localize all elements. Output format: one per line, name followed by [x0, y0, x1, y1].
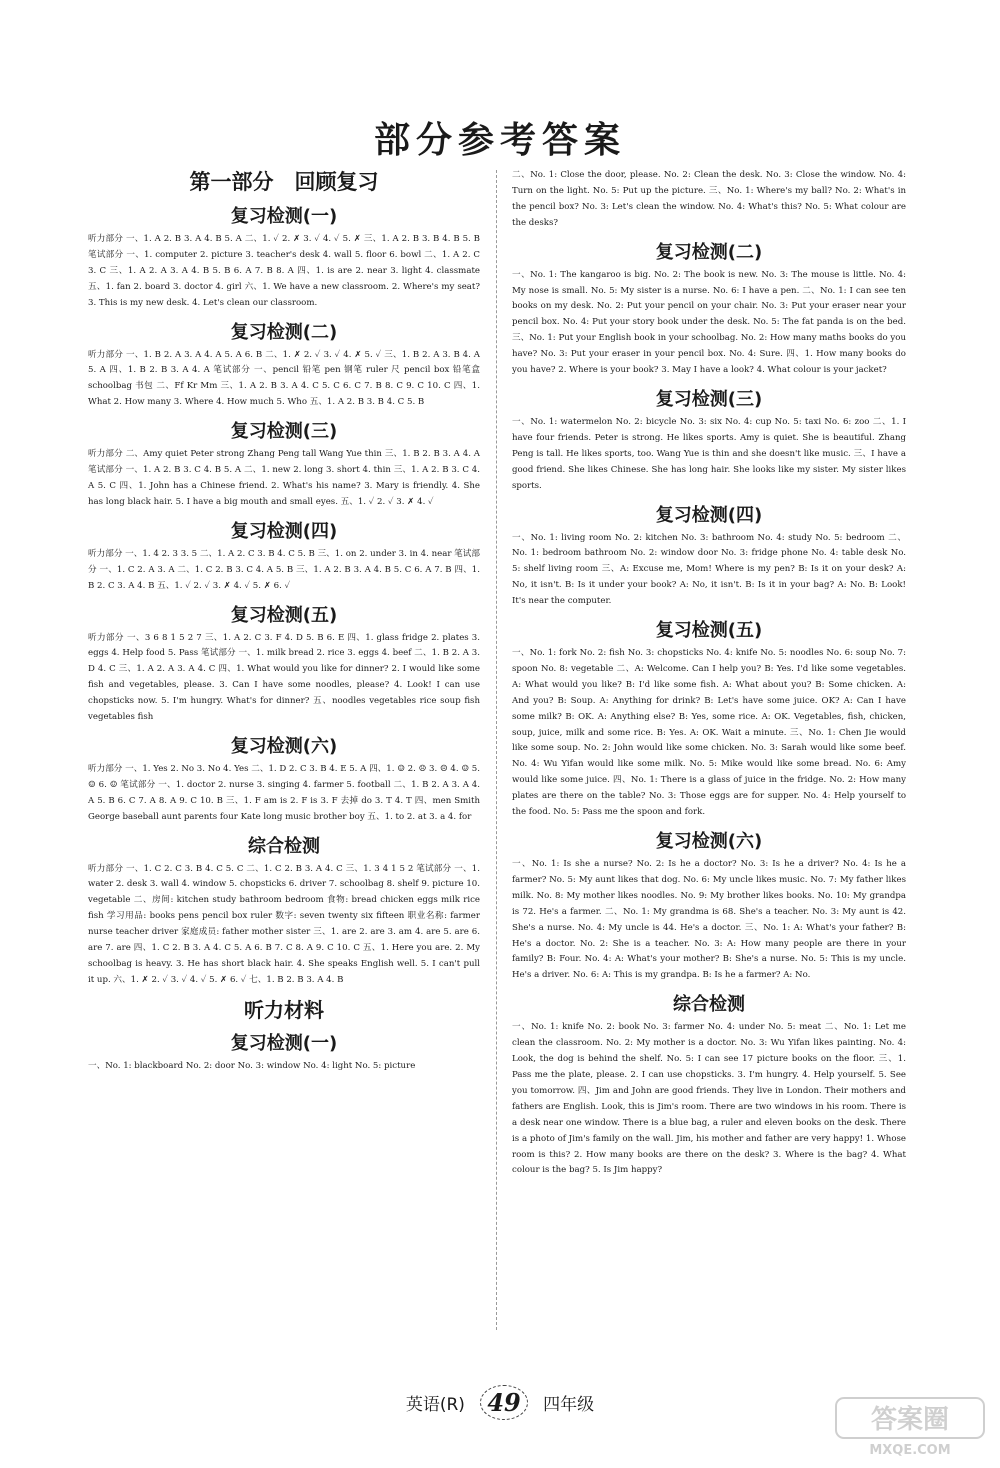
footer-subject: 英语(R): [405, 1395, 465, 1415]
answer-block: 一、No. 1: blackboard No. 2: door No. 3: window No. 4: light No. 5: picture: [88, 1060, 416, 1071]
watermark-logo: [834, 1396, 986, 1458]
answer-block: 一、No. 1: Is she a nurse? No. 2: Is he a doctor? No. 3: Is he a driver? No. 4: Is he a farmer? No. 5: My aunt likes that dog. No. 6: My uncle likes music. No. 7: My father likes milk. No. 8: My mother likes noodles. No. 9: My brother likes books. No. 10: My grandpa is 72. He's a farmer. 二、No. 1: My grandma is 68. She's a teacher. No. 3: My aunt is 42. She's a nurse. No. 4: My uncle is 44. He's a doctor. 三、No. 1: A: What's your father? B: He's a doctor. No. 2: She is a teacher. No. 3: A: How many people are there in your family? B: Four. No. 4: A: What's your mother? B: She's a nurse. No. 5: This is my uncle. He's a driver. No. 6: A: This is my grandpa. B: Is he a farmer? A: No.: [512, 859, 906, 981]
section-heading: 复习检测(四): [655, 504, 763, 526]
section-heading: 复习检测(四): [230, 520, 338, 542]
answer-block: 一、No. 1: knife No. 2: book No. 3: farmer No. 4: under No. 5: meat 二、No. 1: Let me clean the classroom. No. 2: My mother is a doctor. No. 3: Wu Yifan likes painting. No. 4: Look, the dog is behind the shelf. No. 5: I can see 17 picture books on the floor. 三、1. Pass me the plate, please. 2. I can use chopsticks. 3. I'm hungry. 4. Help yourself. 5. See you tomorrow. 四、Jim and John are good friends. They live in London. Their mothers and fathers are English. Look, this is Jim's room. There are two windows in his room. There is a desk near one window. There is a blue bag, a ruler and eleven books on the desk. There is a photo of Jim's family on the wall. Jim, his mother and father are very happy! 1. Whose room is this? 2. How many books are there on the desk? 3. Where is the bag? 4. What colour is the bag? 5. Is Jim happy?: [512, 1022, 906, 1176]
answer-block: 听力部分 一、1. C 2. C 3. B 4. C 5. C 二、1. C 2. B 3. A 4. C 三、1. 3 4 1 5 2 笔试部分 一、1. water 2. desk 3. wall 4. window 5. chopsticks 6. driver 7. schoolbag 8. shelf 9. picture 10. vegetable 二、房间: kitchen study bathroom bedroom 食物: bread chicken eggs milk rice fish 学习用品: books pens pencil box ruler 数字: seven twenty six fifteen 职业名称: farmer nurse teacher driver 家庭成员: father mother sister 三、1. are 2. are 3. am 4. are 5. are 6. are 7. are 四、1. C 2. B 3. A 4. C 5. A 6. B 7. C 8. A 9. C 10. C 五、1. Here you are. 2. My schoolbag is heavy. 3. He has short black hair. 4. She speaks English well. 5. I can't pull it up. 六、1. ✗ 2. ✓ 3. ✓ 4. ✓ 5. ✗ 6. ✓ 七、1. B 2. B 3. A 4. B: [88, 863, 480, 985]
answer-block: 一、No. 1: living room No. 2: kitchen No. 3: bathroom No. 4: study No. 5: bedroom 二、No. 1: bedroom bathroom No. 2: window door No. 3: fridge phone No. 4: table desk No. 5: shelf living room 三、A: Excuse me, Mom! Where is my pen? B: Is it on your desk? A: No, it isn't. B: Is it under your book? A: No, it isn't. B: Is it in your bag? A: No. B: Look! It's near the computer.: [512, 532, 906, 607]
section-heading: 复习检测(六): [655, 831, 763, 852]
section-heading: 复习检测(三): [230, 421, 338, 443]
column-divider: [496, 170, 497, 1330]
section-heading: 复习检测(六): [230, 735, 338, 757]
listening-heading: 听力材料: [244, 997, 324, 1022]
left-column: [88, 168, 480, 1075]
footer-grade: 四年级: [543, 1395, 595, 1415]
answer-block: 听力部分 一、1. 4 2. 3 3. 5 二、1. A 2. C 3. B 4. C 5. B 三、1. on 2. under 3. in 4. near 笔试部分 一、1. C 2. A 3. A 二、1. C 2. B 3. C 4. A 5. B 三、1. A 2. B 3. A 4. B 5. C 6. A 7. B 四、1. B 2. C 3. A 4. B 五、1. ✓ 2. ✓ 3. ✗ 4. ✓ 5. ✗ 6. ✓: [88, 548, 480, 591]
answer-block: 听力部分 二、Amy quiet Peter strong Zhang Peng tall Wang Yue thin 三、1. B 2. B 3. A 4. A 笔试部分 一、1. A 2. B 3. C 4. B 5. A 二、1. new 2. long 3. short 4. thin 三、1. A 2. B 3. C 4. A 5. C 四、1. John has a Chinese friend. 2. What's his name? 3. Mary is friendly. 4. She has long black hair. 5. I have a big mouth and small eyes. 五、1. ✓ 2. ✓ 3. ✗ 4. ✓: [88, 449, 480, 507]
page-number: 49: [480, 1385, 527, 1420]
section-heading: 综合检测: [673, 994, 745, 1016]
section-heading: 复习检测(一): [230, 206, 338, 227]
right-column: [512, 168, 906, 1179]
page-title: 部分参考答案: [373, 120, 626, 161]
answer-block: 一、No. 1: The kangaroo is big. No. 2: The book is new. No. 3: The mouse is little. No. 4: My nose is small. No. 5: My sister is a nurse. No. 6: I have a pen. 二、No. 1: I can see ten books on my desk. No. 2: Put your pencil on your chair. No. 3: Put your eraser near your pencil box. No. 4: Put your story book under the desk. No. 5: The fat panda is on the bed. 三、No. 1: Put your English book in your schoolbag. No. 2: How many maths books do you have? No. 3: Put your eraser in your pencil box. No. 4: Sure. 四、1. How many books do you have? 2. Where is your book? 3. May I have a look? 4. What colour is your jacket?: [512, 269, 906, 376]
answer-block: 听力部分 一、3 6 8 1 5 2 7 三、1. A 2. C 3. F 4. D 5. B 6. E 四、1. glass fridge 2. plates 3. eggs 4. Help food 5. Pass 笔试部分 一、1. milk bread 2. rice 3. eggs 4. beef 二、1. B 2. A 3. D 4. C 三、1. A 2. A 3. A 4. C 四、1. What would you like for dinner? 2. I would like some fish and vegetables, please. 3. Can I have some noodles, please? 4. Look! I can use chopsticks now. 5. I'm hungry. What's for dinner? 五、noodles vegetables rice soup fish vegetables fish: [88, 632, 480, 723]
section-heading: 复习检测(五): [655, 620, 763, 642]
section-heading: 复习检测(三): [655, 388, 763, 410]
answer-block: 一、No. 1: watermelon No. 2: bicycle No. 3: six No. 4: cup No. 5: taxi No. 6: zoo 二、1. I have four friends. Peter is strong. He likes sports. Amy is quiet. She is beautiful. Zhang Peng is tall. He likes sports, too. Wang Yue is thin and she doesn't like music. 三、I have a good friend. She likes Chinese. She has long hair. She looks like my sister. My sister likes sports.: [512, 416, 906, 491]
section-heading: 复习检测(一): [230, 1032, 338, 1054]
watermark-url: MXQE.COM: [869, 1443, 951, 1458]
section-heading: 复习检测(五): [230, 604, 338, 626]
answer-block: 听力部分 一、1. B 2. A 3. A 4. A 5. A 6. B 二、1. ✗ 2. ✓ 3. ✓ 4. ✗ 5. ✓ 三、1. B 2. A 3. B 4. A 5. A 四、1. B 2. B 3. A 4. A 笔试部分 一、pencil 铅笔 pen 钢笔 ruler 尺 pencil box 铅笔盒 schoolbag 书包 二、Ff Kr Mm 三、1. A 2. B 3. A 4. C 5. C 6. C 7. B 8. C 9. C 10. C 四、1. What 2. How many 3. Where 4. How much 5. Who 五、1. A 2. B 3. B 4. C 5. B: [88, 349, 480, 408]
section-heading: 综合检测: [248, 835, 320, 857]
part-heading: 第一部分 回顾复习: [189, 170, 379, 194]
answer-block: 二、No. 1: Close the door, please. No. 2: Clean the desk. No. 3: Close the window. No. 4: Turn on the light. No. 5: Put up the picture. 三、No. 1: Where's my ball? No. 2: What's in the pencil box? No. 3: Let's clean the window. No. 4: What's this? No. 5: What colour are the desks?: [512, 170, 906, 228]
section-heading: 复习检测(二): [230, 321, 338, 343]
section-heading: 复习检测(二): [655, 241, 763, 263]
watermark-text: 答案圈: [870, 1405, 950, 1435]
answer-block: 一、No. 1: fork No. 2: fish No. 3: chopsticks No. 4: knife No. 5: noodles No. 6: soup No. 7: spoon No. 8: vegetable 二、A: Welcome. Can I help you? B: Yes. I'd like some vegetables. A: What would you like? B: I'd like some fish. A: What about you? B: Some chicken. A: And you? B: Soup. A: Anything for drink? B: Let's have some juice. OK? A: Can I have some milk? B: OK. A: Anything else? B: Yes, some rice. A: OK. Vegetables, fish, chicken, soup, juice, milk and some rice. B: Yes. A: OK. Wait a minute. 三、No. 1: Chen Jie would like some soup. No. 2: John would like some chicken. No. 3: Sarah would like some beef. No. 4: Wu Yifan would like some milk. No. 5: Mike would like some bread. No. 6: Amy would like some juice. 四、No. 1: There is a glass of juice in the fridge. No. 2: How many plates are there on the table? No. 3: Those eggs are for supper. No. 4: Help yourself to the food. No. 5: Pass me the spoon and fork.: [512, 648, 906, 818]
answer-block: 听力部分 一、1. Yes 2. No 3. No 4. Yes 二、1. D 2. C 3. B 4. E 5. A 四、1. ☺ 2. ☹ 3. ☹ 4. ☺ 5. ☺ 6. ☺ 笔试部分 一、1. doctor 2. nurse 3. singing 4. farmer 5. football 二、1. B 2. A 3. A 4. A 5. B 6. C 7. A 8. A 9. C 10. B 三、1. F am is 2. F is 3. F 去掉 do 3. T 4. T 四、men Smith George baseball aunt parents four Kate long music brother boy 五、1. to 2. at 3. a 4. for: [88, 763, 480, 822]
answer-block: 听力部分 一、1. A 2. B 3. A 4. B 5. A 二、1. ✓ 2. ✗ 3. ✓ 4. ✓ 5. ✗ 三、1. A 2. B 3. B 4. B 5. B 笔试部分 一、1. computer 2. picture 3. teacher's desk 4. wall 5. floor 6. bowl 二、1. A 2. C 3. C 三、1. A 2. A 3. A 4. B 5. B 6. A 7. B 8. A 四、1. is are 2. near 3. light 4. classmate 五、1. fan 2. board 3. doctor 4. girl 六、1. We have a new classroom. 2. Where's my seat? 3. This is my new desk. 4. Let's clean our classroom.: [88, 234, 480, 308]
